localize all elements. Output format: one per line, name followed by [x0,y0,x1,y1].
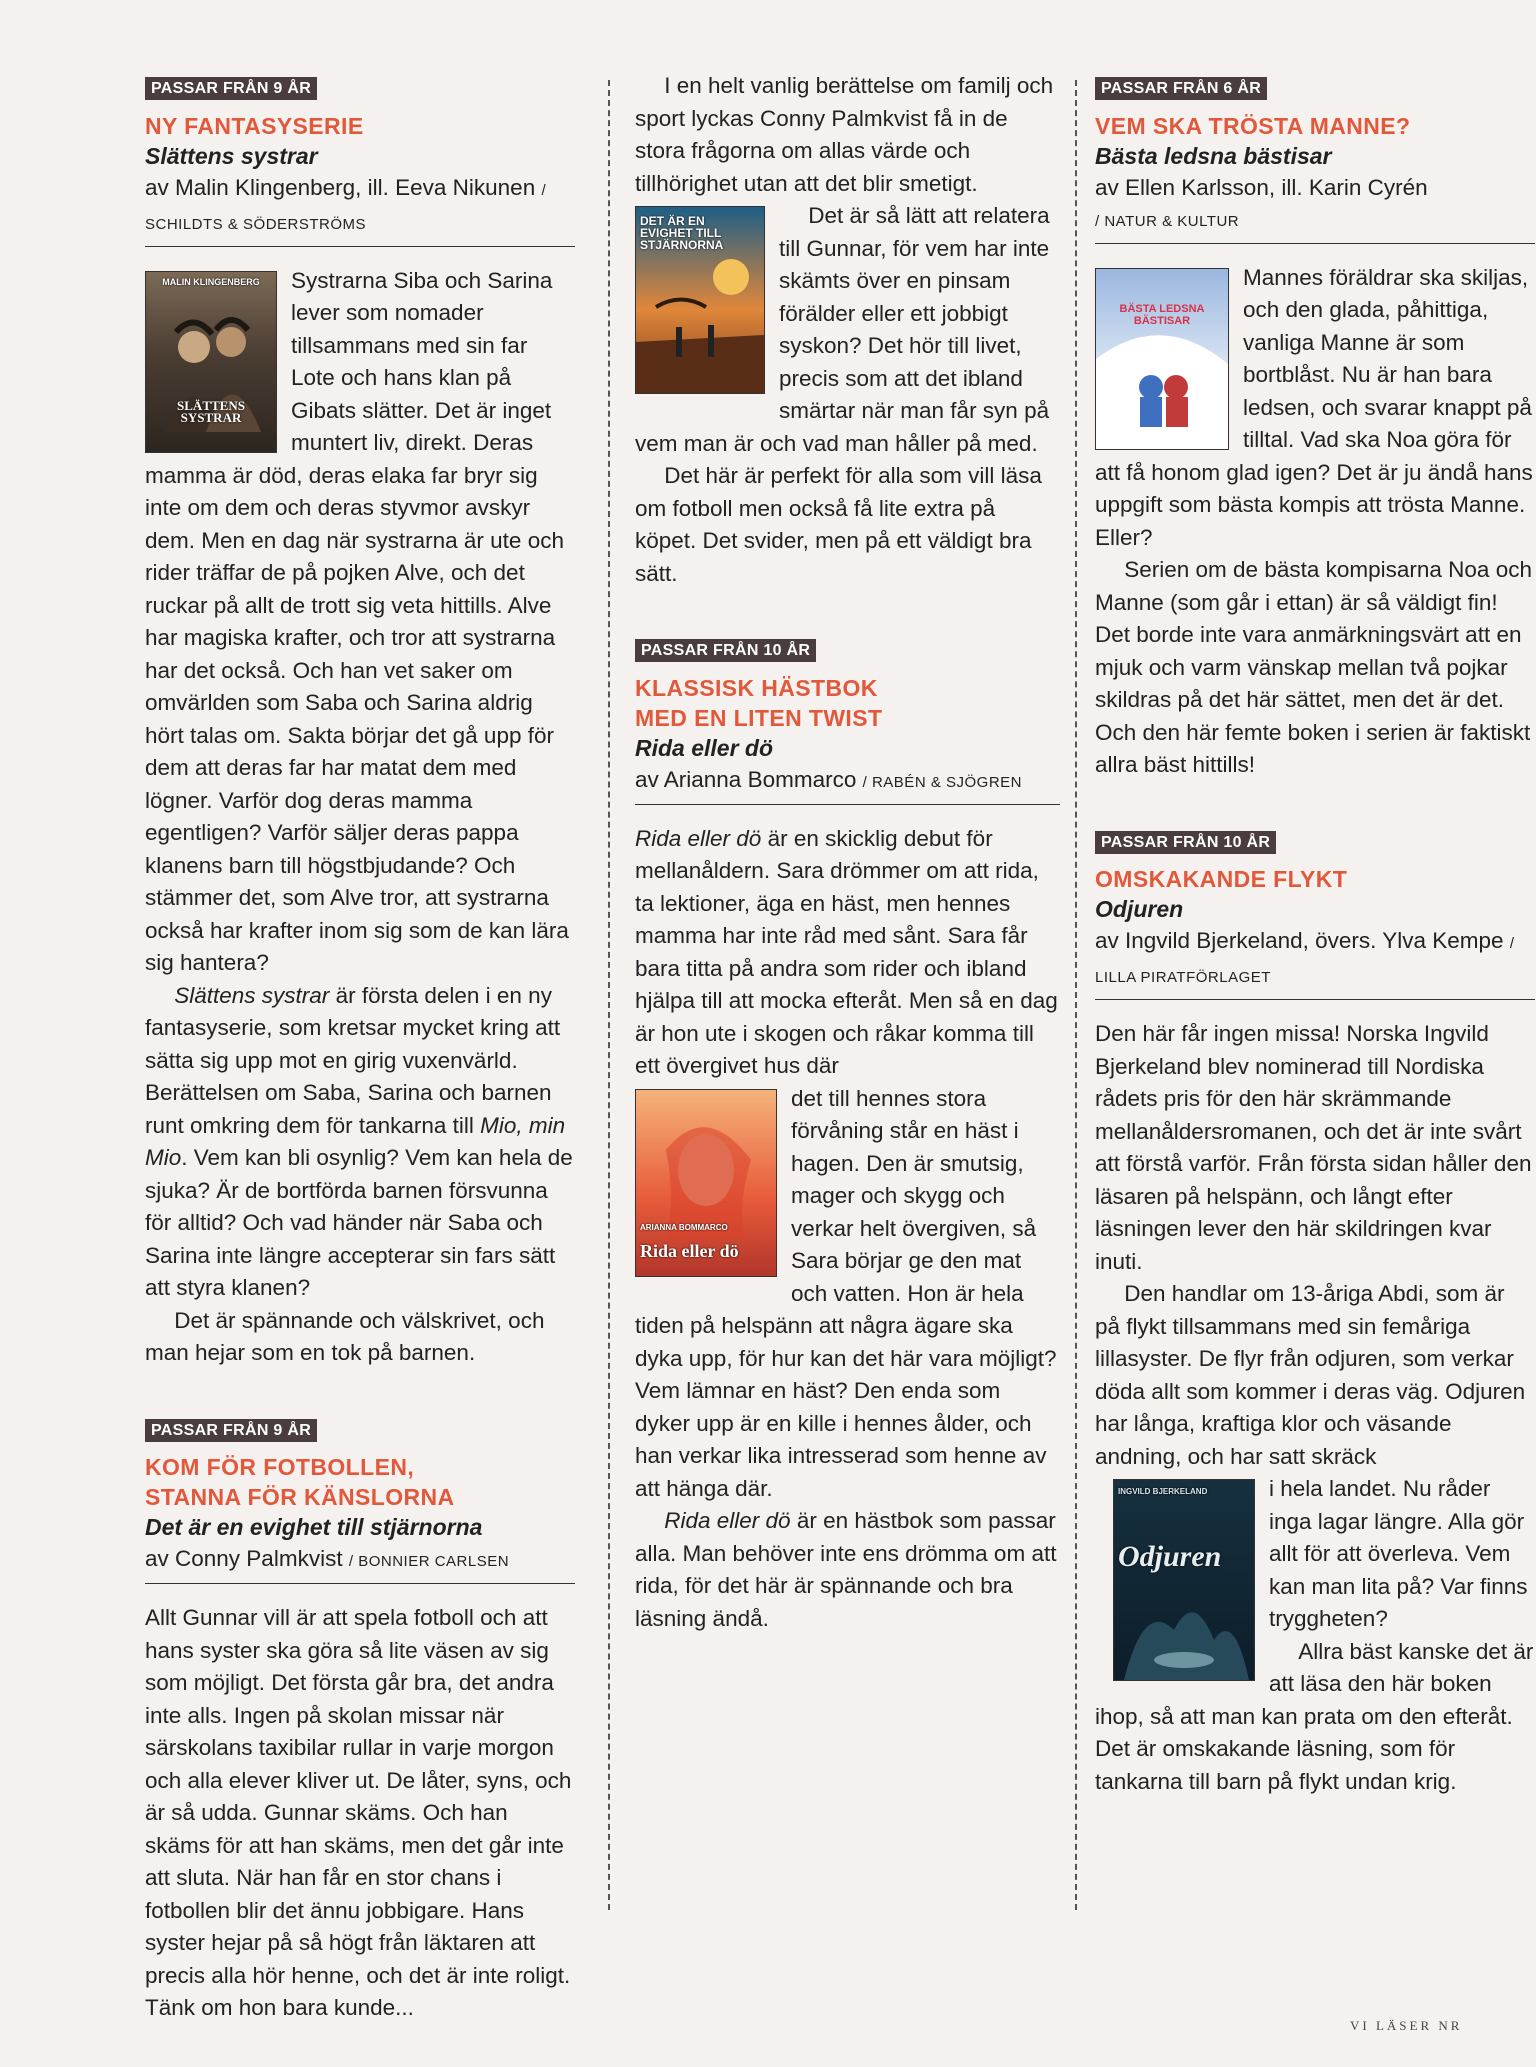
cover-illustration-icon [1096,269,1228,449]
review-body: I en helt vanlig berättelse om familj och sport lyckas Conny Palmkvist få in de stora frågorna om allas värde och tillhörighet utan att det blir smetigt. [635,73,1054,196]
book-byline: av Malin Klingenberg, ill. Eeva Nikunen / SCHILDTS & SÖDERSTRÖMS [145,174,547,233]
age-badge: PASSAR FRÅN 9 ÅR [145,1419,317,1442]
review-slattens-systrar [145,70,575,1370]
column-left [145,70,575,2067]
review-body: Det här är perfekt för alla som vill läsa om fotboll men också få lite extra på köpet. Det svider, men på ett väldigt bra sätt. [635,463,1042,586]
body-text: . Vem kan bli osynlig? Vem kan hela de sjuka? Är de bortförda barnen försvunna för alltid? Och vad händer när Saba och Sarina inte längre accepterar sin fars sätt att styra klanen? [145,1145,573,1300]
divider-rule [145,1583,575,1584]
book-title-inline: Slättens systrar [174,982,330,1008]
divider-rule [145,246,575,247]
book-title-inline: Rida eller dö [664,1508,791,1533]
author-credit: av Ellen Karlsson, ill. Karin Cyrén [1095,174,1428,200]
review-headline [145,1452,575,1512]
headline-line: STANNA FÖR KÄNSLORNA [145,1484,455,1510]
cover-title: DET ÄR EN EVIGHET TILL STJÄRNORNA [640,214,724,252]
review-rida-eller-do [635,632,1060,1635]
column-right [1095,70,1535,1840]
publisher-name: BONNIER CARLSEN [358,1553,510,1570]
book-title: Rida eller dö [635,734,774,761]
body-text: är en skicklig debut för mellanåldern. Sara drömmer om att rida, ta lektioner, äga en häst, men hennes mamma har inte råd med sånt. Sara får bara titta på andra som rider och ibland hjälpa till att mocka efteråt. Men så en dag är hon ute i skogen och råkar komma till ett övergivet hus där [635,825,1058,1078]
age-badge: PASSAR FRÅN 9 ÅR [145,77,317,100]
review-body: Systrarna Siba och Sarina lever som nomader tillsammans med sin far Lote och hans klan på Gibats slätter. Det är inget muntert liv, direkt. Deras mamma är död, deras elaka far bryr sig inte om dem och deras styvmor avskyr dem. Men en dag när systrarna är ute och rider träffar de på pojken Alve, och det ruckar på allt de trott sig veta hittills. Alve har magiska krafter, och tror att systrarna har det också. Och han vet saker om omvärlden som Saba och Sarina aldrig hört talas om. Sakta börjar det gå upp för dem att deras far har matat dem med lögner. Varför dog deras mamma egentligen? Varför säljer deras pappa klanens barn till högstbjudande? Och stämmer det, som Alve tror, att systrarna också har krafter inom sig som de kan lära sig hantera? [145,267,569,975]
review-body: Den handlar om 13-åriga Abdi, som är på flykt tillsammans med sin femåriga lillasyster. De flyr från odjuren, som verkar döda allt som kommer i deras väg. Odjuren har långa, kraftiga klor och väsande andning, och har satt skräck [1095,1281,1526,1469]
review-headline: OMSKAKANDE FLYKT [1095,866,1348,892]
review-body: Allra bäst kanske det är att läsa den här boken ihop, så att man kan prata om den efteråt. Det är omskakande läsning, som för tankarna till barn på flykt undan krig. [1095,1638,1534,1794]
book-cover-image [1095,268,1229,450]
book-cover-image [635,1089,777,1277]
book-title: Slättens systrar [145,142,318,169]
author-credit: av Conny Palmkvist [145,1546,343,1571]
cover-illustration-icon [1114,1480,1254,1680]
review-body: det till hennes stora förvåning står en häst i hagen. Den är smutsig, mager och skygg och verkar helt övergiven, så Sara börjar ge den mat och vatten. Hon är hela tiden på helspänn att några ägare ska dyka upp, för hur kan det här vara möjligt? Vem lämnar en häst? Den enda som dyker upp är en kille i hennes ålder, och han verkar lika intresserad som henne av att hänga där. [635,1085,1057,1501]
cover-illustration-icon [636,207,764,393]
publisher-name: RABÉN & SJÖGREN [871,773,1022,791]
review-body [635,1505,1060,1635]
headline-line: MED EN LITEN TWIST [635,704,883,731]
book-byline: av Ingvild Bjerkeland, övers. Ylva Kempe / LILLA PIRATFÖRLAGET [1095,928,1515,986]
cover-title: Odjuren [1118,1540,1222,1573]
review-det-ar-en-evighet [145,1412,575,2025]
column-divider [1075,80,1077,1910]
review-body: Mannes föräldrar ska skiljas, och den glada, påhittiga, vanliga Manne är som bortblåst. Nu är han bara ledsen, och svarar knappt på tilltal. Vad ska Noa göra för att få honom glad igen? Det är ju ändå hans uppgift som bästa kompis att trösta Manne. Eller? [1095,264,1533,550]
review-body [635,823,1060,1083]
book-title-inline: Rida eller dö [635,825,762,851]
author-credit: av Malin Klingenberg, ill. Eeva Nikunen [145,174,536,200]
headline-line: KLASSISK HÄSTBOK [635,674,878,701]
book-cover-image [145,271,277,453]
book-cover-image [1113,1479,1255,1681]
column-divider [608,80,610,1910]
book-cover-image [635,206,765,394]
headline-line: KOM FÖR FOTBOLLEN, [145,1454,415,1480]
review-body: Det är så lätt att relatera till Gunnar, för vem har inte skämts över en pinsam förälder eller ett jobbigt syskon? Det hör till livet, precis som att det ibland smärtar när man får syn på vem man är och vad man håller på med. [635,203,1050,456]
book-byline: av Conny Palmkvist / BONNIER CARLSEN [145,1546,510,1571]
review-body: Serien om de bästa kompisarna Noa och Manne (som går i ettan) är så väldigt fin! Det borde inte vara anmärkningsvärt att en mjuk och varm vänskap mellan två pojkar skildras på det här sättet, men det är det. Och den här femte boken i serien är faktiskt allra bäst hittills! [1095,557,1532,777]
review-headline: VEM SKA TRÖSTA MANNE? [1095,112,1411,139]
review-basta-ledsna-bastisar [1095,70,1535,782]
review-odjuren [1095,824,1535,1799]
author-credit: av Arianna Bommarco [635,766,857,792]
cover-title: SLÄTTENS SYSTRAR [177,397,245,425]
review-body: Allt Gunnar vill är att spela fotboll och att hans syster ska göra så lite väsen av sig som möjligt. Det första går bra, det andra inte alls. Ingen på skolan missar när särskolans taxibilar rullar in varje morgon och alla elever kliver ut. De låter, syns, och är så udda. Gunnar skäms. Och han skäms för att han skäms, men det går inte att sluta. När han får en stor chans i fotbollen blir det ännu jobbigare. Hans syster hejar på så högt från läktaren att precis alla hör henne, och det är inte roligt. Tänk om hon bara kunde... [145,1605,572,2020]
divider-rule [635,804,1060,805]
column-middle [635,70,1060,1677]
review-headline [635,673,1060,733]
review-continued [635,70,1060,590]
review-body [145,980,575,1305]
magazine-footer: VI LÄSER NR [1350,2018,1463,2033]
age-badge: PASSAR FRÅN 10 ÅR [1095,831,1276,854]
age-badge: PASSAR FRÅN 6 ÅR [1095,77,1267,100]
cover-author: ARIANNA BOMMARCO [640,1222,728,1232]
cover-title: Rida eller dö [640,1240,739,1261]
book-title: Bästa ledsna bästisar [1095,142,1332,169]
review-body: Den här får ingen missa! Norska Ingvild Bjerkeland blev nominerad till Nordiska rådets pris för den här skrämmande mellanåldersromanen, och det är inte svårt att förstå varför. Från första sidan håller den läsaren på helspänn, och långt efter läsningen lever den här skildringen kvar inuti. [1095,1021,1532,1274]
age-badge: PASSAR FRÅN 10 ÅR [635,639,816,662]
book-publisher-line: / NATUR & KULTUR [1095,212,1240,230]
cover-author: INGVILD BJERKELAND [1118,1487,1208,1496]
body-text: är första delen i en ny fantasyserie, som kretsar mycket kring att sätta sig upp mot en girig vuxenvärld. Berättelsen om Saba, Sarina och barnen runt omkring dem för tankarna till [145,982,561,1138]
book-byline [1095,172,1535,203]
divider-rule [1095,999,1535,1000]
review-headline: NY FANTASYSERIE [145,112,364,139]
review-body: i hela landet. Nu råder inga lagar längre. Alla gör allt för att överleva. Vem kan man lita på? Var finns tryggheten? [1269,1476,1528,1631]
book-byline: av Arianna Bommarco / RABÉN & SJÖGREN [635,766,1022,792]
review-body: Det är spännande och välskrivet, och man hejar som en tok på barnen. [145,1307,545,1365]
publisher-name: NATUR & KULTUR [1104,212,1240,230]
cover-title: BÄSTA LEDSNA BÄSTISAR [1119,302,1205,327]
publisher-name: SCHILDTS & SÖDERSTRÖMS [145,215,367,233]
author-credit: av Ingvild Bjerkeland, övers. Ylva Kempe [1095,928,1504,953]
publisher-name: LILLA PIRATFÖRLAGET [1095,969,1271,986]
divider-rule [1095,243,1535,244]
book-title: Det är en evighet till stjärnorna [145,1514,483,1540]
body-text: är en hästbok som passar alla. Man behöver inte ens drömma om att rida, för det här är spännande och bra läsning ändå. [635,1508,1057,1631]
book-title-inline: Mio, min Mio [145,1112,566,1170]
book-title: Odjuren [1095,896,1184,922]
cover-illustration-icon [146,272,276,452]
cover-author: MALIN KLINGENBERG [162,276,260,287]
